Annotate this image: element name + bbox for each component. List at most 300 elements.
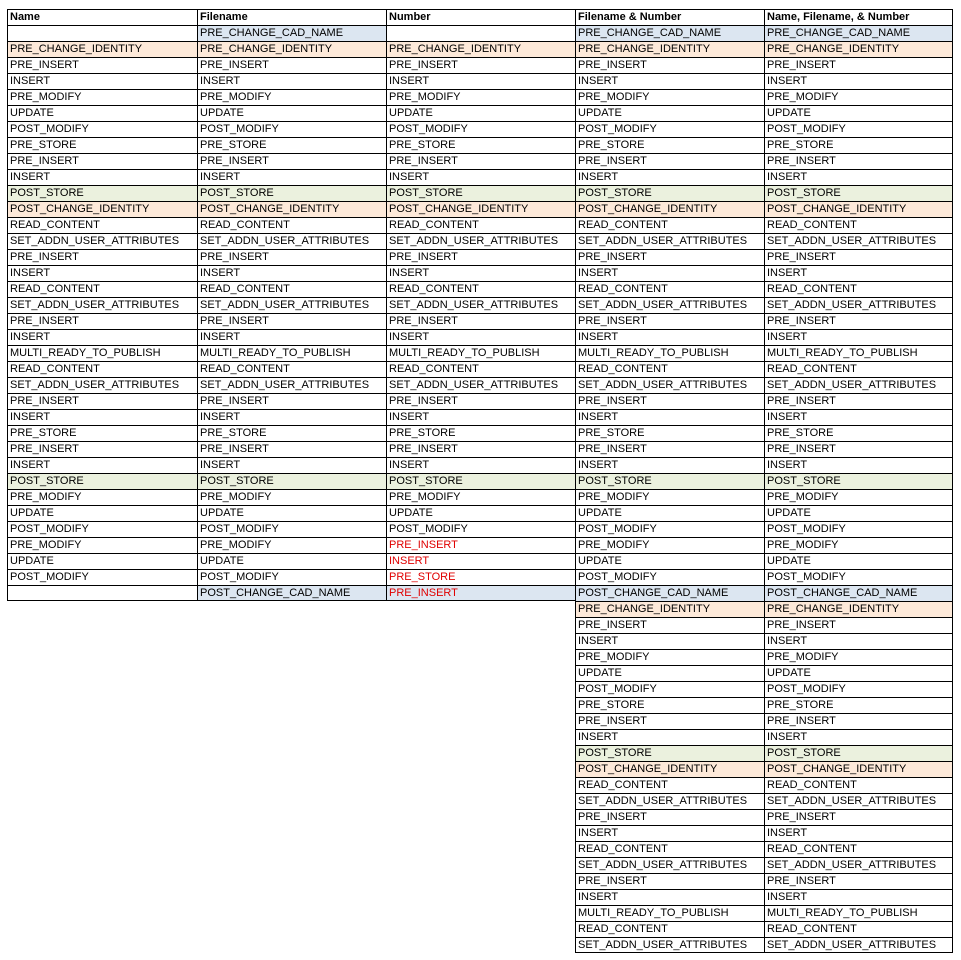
table-cell: PRE_STORE (764, 425, 953, 441)
table-cell: PRE_INSERT (575, 809, 764, 825)
table-cell: UPDATE (764, 505, 953, 521)
table-row (7, 745, 953, 761)
table-cell: INSERT (197, 265, 386, 281)
table-cell (7, 857, 197, 873)
table-row (7, 409, 953, 425)
table-cell (7, 713, 197, 729)
table-cell: PRE_INSERT (386, 249, 575, 265)
table-cell: UPDATE (7, 505, 197, 521)
table-cell: SET_ADDN_USER_ATTRIBUTES (764, 793, 953, 809)
table-cell: PRE_STORE (575, 137, 764, 153)
table-cell: POST_CHANGE_IDENTITY (764, 201, 953, 217)
table-cell: PRE_STORE (764, 697, 953, 713)
table-row (7, 457, 953, 473)
table-cell: POST_STORE (7, 473, 197, 489)
table-cell: INSERT (764, 825, 953, 841)
table-cell: READ_CONTENT (386, 217, 575, 233)
table-cell: INSERT (575, 457, 764, 473)
table-cell: INSERT (575, 729, 764, 745)
table-cell: PRE_INSERT (575, 441, 764, 457)
table-cell (386, 921, 575, 937)
table-cell (386, 649, 575, 665)
table-cell: PRE_INSERT (575, 57, 764, 73)
table-cell: POST_STORE (386, 473, 575, 489)
table-row (7, 761, 953, 777)
table-cell: PRE_MODIFY (575, 489, 764, 505)
table-cell: SET_ADDN_USER_ATTRIBUTES (575, 793, 764, 809)
table-row (7, 281, 953, 297)
table-cell: PRE_INSERT (575, 873, 764, 889)
table-row (7, 937, 953, 953)
table-cell (386, 729, 575, 745)
table-cell: READ_CONTENT (575, 361, 764, 377)
table-cell: PRE_CHANGE_IDENTITY (764, 601, 953, 617)
table-cell (386, 697, 575, 713)
table-cell (7, 921, 197, 937)
table-cell: INSERT (575, 409, 764, 425)
table-cell: INSERT (764, 729, 953, 745)
table-cell: PRE_CHANGE_IDENTITY (575, 41, 764, 57)
table-row (7, 681, 953, 697)
table-cell: PRE_INSERT (575, 617, 764, 633)
table-cell: READ_CONTENT (575, 217, 764, 233)
table-cell (197, 745, 386, 761)
table-cell: PRE_STORE (575, 697, 764, 713)
table-cell: INSERT (575, 825, 764, 841)
table-cell: POST_CHANGE_IDENTITY (575, 761, 764, 777)
table-cell: UPDATE (7, 553, 197, 569)
table-row (7, 521, 953, 537)
table-cell: INSERT (7, 409, 197, 425)
table-cell: POST_STORE (197, 473, 386, 489)
table-cell: PRE_MODIFY (386, 489, 575, 505)
table-cell: POST_MODIFY (575, 121, 764, 137)
table-cell: PRE_INSERT (7, 313, 197, 329)
table-cell: PRE_MODIFY (575, 89, 764, 105)
table-cell: PRE_INSERT (386, 585, 575, 601)
table-cell: SET_ADDN_USER_ATTRIBUTES (386, 233, 575, 249)
table-cell: INSERT (386, 73, 575, 89)
table-cell: PRE_INSERT (197, 57, 386, 73)
table-cell: PRE_INSERT (575, 713, 764, 729)
table-cell: UPDATE (197, 553, 386, 569)
table-cell: POST_MODIFY (7, 521, 197, 537)
table-cell: UPDATE (764, 105, 953, 121)
table-row (7, 89, 953, 105)
table-cell: PRE_INSERT (575, 393, 764, 409)
table-cell: PRE_INSERT (386, 537, 575, 553)
column-header: Name (7, 9, 197, 25)
table-cell: PRE_INSERT (575, 249, 764, 265)
table-cell (7, 777, 197, 793)
table-cell: READ_CONTENT (7, 361, 197, 377)
table-row (7, 329, 953, 345)
table-row (7, 41, 953, 57)
table-cell: SET_ADDN_USER_ATTRIBUTES (764, 937, 953, 953)
table-cell (197, 649, 386, 665)
table-cell: PRE_MODIFY (197, 537, 386, 553)
table-cell: PRE_CHANGE_CAD_NAME (764, 25, 953, 41)
table-cell: PRE_INSERT (7, 441, 197, 457)
table-cell: POST_MODIFY (7, 121, 197, 137)
table-cell (197, 777, 386, 793)
table-cell: PRE_STORE (386, 425, 575, 441)
table-row (7, 297, 953, 313)
table-cell: PRE_INSERT (575, 153, 764, 169)
table-cell: POST_STORE (764, 745, 953, 761)
table-cell: PRE_MODIFY (764, 649, 953, 665)
column-header: Filename & Number (575, 9, 764, 25)
table-row (7, 825, 953, 841)
table-cell: READ_CONTENT (575, 921, 764, 937)
table-cell: MULTI_READY_TO_PUBLISH (575, 345, 764, 361)
table-cell: READ_CONTENT (575, 841, 764, 857)
table-row (7, 601, 953, 617)
table-cell: READ_CONTENT (764, 217, 953, 233)
table-row (7, 793, 953, 809)
table-cell: PRE_INSERT (197, 441, 386, 457)
table-cell: POST_CHANGE_CAD_NAME (764, 585, 953, 601)
table-cell (386, 937, 575, 953)
table-row (7, 313, 953, 329)
table-cell (7, 905, 197, 921)
table-cell: SET_ADDN_USER_ATTRIBUTES (764, 297, 953, 313)
table-row (7, 217, 953, 233)
table-cell: PRE_INSERT (764, 441, 953, 457)
table-cell (386, 601, 575, 617)
table-cell: UPDATE (386, 105, 575, 121)
table-cell: PRE_MODIFY (197, 489, 386, 505)
table-cell: READ_CONTENT (764, 361, 953, 377)
table-cell: SET_ADDN_USER_ATTRIBUTES (764, 233, 953, 249)
table-cell: PRE_INSERT (386, 441, 575, 457)
table-cell: INSERT (7, 169, 197, 185)
table-cell (197, 873, 386, 889)
table-cell: INSERT (764, 457, 953, 473)
table-cell: SET_ADDN_USER_ATTRIBUTES (575, 937, 764, 953)
table-cell: READ_CONTENT (386, 281, 575, 297)
table-cell: PRE_MODIFY (575, 649, 764, 665)
table-cell: PRE_MODIFY (7, 537, 197, 553)
table-cell: PRE_INSERT (764, 153, 953, 169)
table-cell: POST_CHANGE_CAD_NAME (575, 585, 764, 601)
table-cell: POST_MODIFY (197, 521, 386, 537)
table-cell: INSERT (575, 169, 764, 185)
table-cell: PRE_INSERT (386, 313, 575, 329)
table-cell: INSERT (386, 457, 575, 473)
table-cell: SET_ADDN_USER_ATTRIBUTES (7, 377, 197, 393)
table-row (7, 233, 953, 249)
table-cell (197, 665, 386, 681)
table-cell: PRE_STORE (386, 137, 575, 153)
table-cell: PRE_CHANGE_CAD_NAME (575, 25, 764, 41)
table-cell (386, 665, 575, 681)
table-cell: PRE_CHANGE_IDENTITY (386, 41, 575, 57)
table-cell: INSERT (7, 265, 197, 281)
table-cell: READ_CONTENT (764, 281, 953, 297)
table-cell: PRE_INSERT (764, 809, 953, 825)
table-cell (197, 729, 386, 745)
table-cell (197, 841, 386, 857)
table-cell: INSERT (386, 329, 575, 345)
table-row (7, 377, 953, 393)
table-cell: UPDATE (197, 505, 386, 521)
table-row (7, 73, 953, 89)
table-cell: UPDATE (197, 105, 386, 121)
table-cell: PRE_STORE (7, 425, 197, 441)
table-row (7, 649, 953, 665)
table-cell: PRE_STORE (197, 137, 386, 153)
table-cell: PRE_MODIFY (386, 89, 575, 105)
table-cell (386, 777, 575, 793)
table-cell: INSERT (197, 169, 386, 185)
table-cell (197, 857, 386, 873)
table-cell: MULTI_READY_TO_PUBLISH (197, 345, 386, 361)
table-cell: POST_STORE (575, 745, 764, 761)
table-cell: MULTI_READY_TO_PUBLISH (764, 905, 953, 921)
table-row (7, 873, 953, 889)
table-row (7, 537, 953, 553)
table-cell (7, 697, 197, 713)
table-cell: POST_CHANGE_IDENTITY (197, 201, 386, 217)
table-cell: UPDATE (575, 105, 764, 121)
table-row (7, 393, 953, 409)
table-row (7, 697, 953, 713)
table-cell: PRE_CHANGE_CAD_NAME (197, 25, 386, 41)
table-cell: SET_ADDN_USER_ATTRIBUTES (575, 297, 764, 313)
table-cell: SET_ADDN_USER_ATTRIBUTES (386, 377, 575, 393)
table-cell: POST_MODIFY (197, 569, 386, 585)
table-cell: READ_CONTENT (575, 777, 764, 793)
table-cell: PRE_INSERT (386, 393, 575, 409)
table-row (7, 441, 953, 457)
table-row (7, 473, 953, 489)
table-cell: PRE_MODIFY (7, 489, 197, 505)
table-row (7, 729, 953, 745)
table-cell (7, 793, 197, 809)
table-cell: SET_ADDN_USER_ATTRIBUTES (575, 377, 764, 393)
table-row (7, 617, 953, 633)
table-cell: INSERT (764, 409, 953, 425)
table-cell: UPDATE (7, 105, 197, 121)
table-row (7, 57, 953, 73)
table-row (7, 361, 953, 377)
table-cell: READ_CONTENT (197, 217, 386, 233)
table-cell (7, 665, 197, 681)
table-cell: PRE_MODIFY (764, 537, 953, 553)
table-row (7, 633, 953, 649)
table-cell (7, 809, 197, 825)
table-cell: SET_ADDN_USER_ATTRIBUTES (7, 297, 197, 313)
table-cell: PRE_INSERT (197, 393, 386, 409)
table-cell: MULTI_READY_TO_PUBLISH (386, 345, 575, 361)
table-cell: POST_MODIFY (386, 121, 575, 137)
table-cell (197, 905, 386, 921)
table-cell (386, 617, 575, 633)
table-cell (7, 729, 197, 745)
table-cell: READ_CONTENT (197, 281, 386, 297)
table-row (7, 425, 953, 441)
table-cell (386, 841, 575, 857)
table-cell: PRE_INSERT (764, 393, 953, 409)
table-cell (197, 681, 386, 697)
table-cell: PRE_INSERT (197, 249, 386, 265)
table-cell: POST_MODIFY (7, 569, 197, 585)
table-cell: INSERT (7, 457, 197, 473)
table-cell (7, 937, 197, 953)
table-row (7, 265, 953, 281)
table-cell: PRE_INSERT (7, 57, 197, 73)
table-cell (7, 633, 197, 649)
table-cell: INSERT (575, 265, 764, 281)
table-cell: PRE_MODIFY (575, 537, 764, 553)
table-cell: PRE_STORE (197, 425, 386, 441)
table-row (7, 249, 953, 265)
table-cell: INSERT (197, 409, 386, 425)
table-cell: MULTI_READY_TO_PUBLISH (7, 345, 197, 361)
table-cell: PRE_INSERT (7, 393, 197, 409)
table-cell: READ_CONTENT (764, 777, 953, 793)
table-cell: SET_ADDN_USER_ATTRIBUTES (764, 377, 953, 393)
table-cell (197, 921, 386, 937)
table-cell (7, 873, 197, 889)
table-cell (197, 889, 386, 905)
table-cell (7, 617, 197, 633)
table-cell (386, 713, 575, 729)
table-cell: PRE_INSERT (197, 313, 386, 329)
table-cell: READ_CONTENT (197, 361, 386, 377)
table-cell: POST_STORE (764, 473, 953, 489)
header-row (7, 9, 953, 25)
table-cell: INSERT (386, 409, 575, 425)
table-row (7, 185, 953, 201)
table-row (7, 121, 953, 137)
table-cell (197, 761, 386, 777)
table-row (7, 889, 953, 905)
table-row (7, 713, 953, 729)
table-row (7, 569, 953, 585)
table-cell: INSERT (575, 73, 764, 89)
table-cell: POST_CHANGE_IDENTITY (7, 201, 197, 217)
table-cell: POST_CHANGE_IDENTITY (575, 201, 764, 217)
table-row (7, 585, 953, 601)
table-cell: PRE_INSERT (7, 249, 197, 265)
table-cell: POST_STORE (7, 185, 197, 201)
table-cell: PRE_MODIFY (197, 89, 386, 105)
table-cell (7, 585, 197, 601)
table-cell: MULTI_READY_TO_PUBLISH (575, 905, 764, 921)
table-cell (7, 601, 197, 617)
table-cell: UPDATE (764, 665, 953, 681)
table-cell: READ_CONTENT (7, 281, 197, 297)
table-cell (386, 761, 575, 777)
table-cell (197, 793, 386, 809)
table-cell: INSERT (764, 633, 953, 649)
table-cell: POST_MODIFY (575, 521, 764, 537)
table-row (7, 169, 953, 185)
table-cell: PRE_INSERT (197, 153, 386, 169)
table-cell (7, 889, 197, 905)
table-cell: POST_MODIFY (197, 121, 386, 137)
table-cell: POST_MODIFY (575, 569, 764, 585)
table-row (7, 553, 953, 569)
table-cell (386, 873, 575, 889)
table-cell: INSERT (764, 889, 953, 905)
table-cell: PRE_CHANGE_IDENTITY (575, 601, 764, 617)
table-cell: POST_MODIFY (386, 521, 575, 537)
table-cell: PRE_STORE (386, 569, 575, 585)
table-cell (7, 841, 197, 857)
table-cell (386, 25, 575, 41)
table-row (7, 153, 953, 169)
table-cell: PRE_MODIFY (7, 89, 197, 105)
table-cell: UPDATE (575, 665, 764, 681)
table-row (7, 201, 953, 217)
table-cell: READ_CONTENT (764, 841, 953, 857)
table-cell: SET_ADDN_USER_ATTRIBUTES (197, 297, 386, 313)
table-cell (197, 809, 386, 825)
table-row (7, 921, 953, 937)
table-cell: POST_STORE (575, 473, 764, 489)
table-cell: SET_ADDN_USER_ATTRIBUTES (197, 377, 386, 393)
table-row (7, 841, 953, 857)
table-row (7, 137, 953, 153)
table-cell: SET_ADDN_USER_ATTRIBUTES (764, 857, 953, 873)
table-cell: INSERT (386, 553, 575, 569)
table-cell: PRE_INSERT (764, 713, 953, 729)
table-cell: POST_MODIFY (764, 681, 953, 697)
table-cell: MULTI_READY_TO_PUBLISH (764, 345, 953, 361)
table-cell: INSERT (197, 457, 386, 473)
table-cell: PRE_STORE (764, 137, 953, 153)
table-cell: POST_STORE (764, 185, 953, 201)
table-cell: PRE_STORE (7, 137, 197, 153)
table-row (7, 25, 953, 41)
table-cell: PRE_INSERT (764, 57, 953, 73)
table-cell (386, 857, 575, 873)
table-cell: INSERT (197, 329, 386, 345)
column-header: Name, Filename, & Number (764, 9, 953, 25)
table-cell: POST_MODIFY (764, 121, 953, 137)
table-cell: INSERT (764, 329, 953, 345)
table-cell: INSERT (386, 265, 575, 281)
table-cell: PRE_MODIFY (764, 89, 953, 105)
table-row (7, 345, 953, 361)
table-row (7, 665, 953, 681)
table-cell: POST_STORE (386, 185, 575, 201)
table-cell: PRE_CHANGE_IDENTITY (7, 41, 197, 57)
table-cell (197, 633, 386, 649)
table-cell (7, 681, 197, 697)
spreadsheet-table (7, 9, 953, 953)
table-cell: INSERT (764, 265, 953, 281)
table-cell (197, 825, 386, 841)
table-cell: POST_MODIFY (764, 569, 953, 585)
table-cell (386, 745, 575, 761)
table-row (7, 777, 953, 793)
table-cell (386, 905, 575, 921)
table-cell: PRE_INSERT (575, 313, 764, 329)
table-cell: PRE_STORE (575, 425, 764, 441)
table-cell: PRE_INSERT (764, 617, 953, 633)
table-cell: PRE_INSERT (764, 873, 953, 889)
table-cell: INSERT (386, 169, 575, 185)
table-row (7, 905, 953, 921)
table-cell: POST_STORE (197, 185, 386, 201)
table-cell (7, 25, 197, 41)
table-cell: INSERT (7, 73, 197, 89)
table-cell: PRE_MODIFY (764, 489, 953, 505)
